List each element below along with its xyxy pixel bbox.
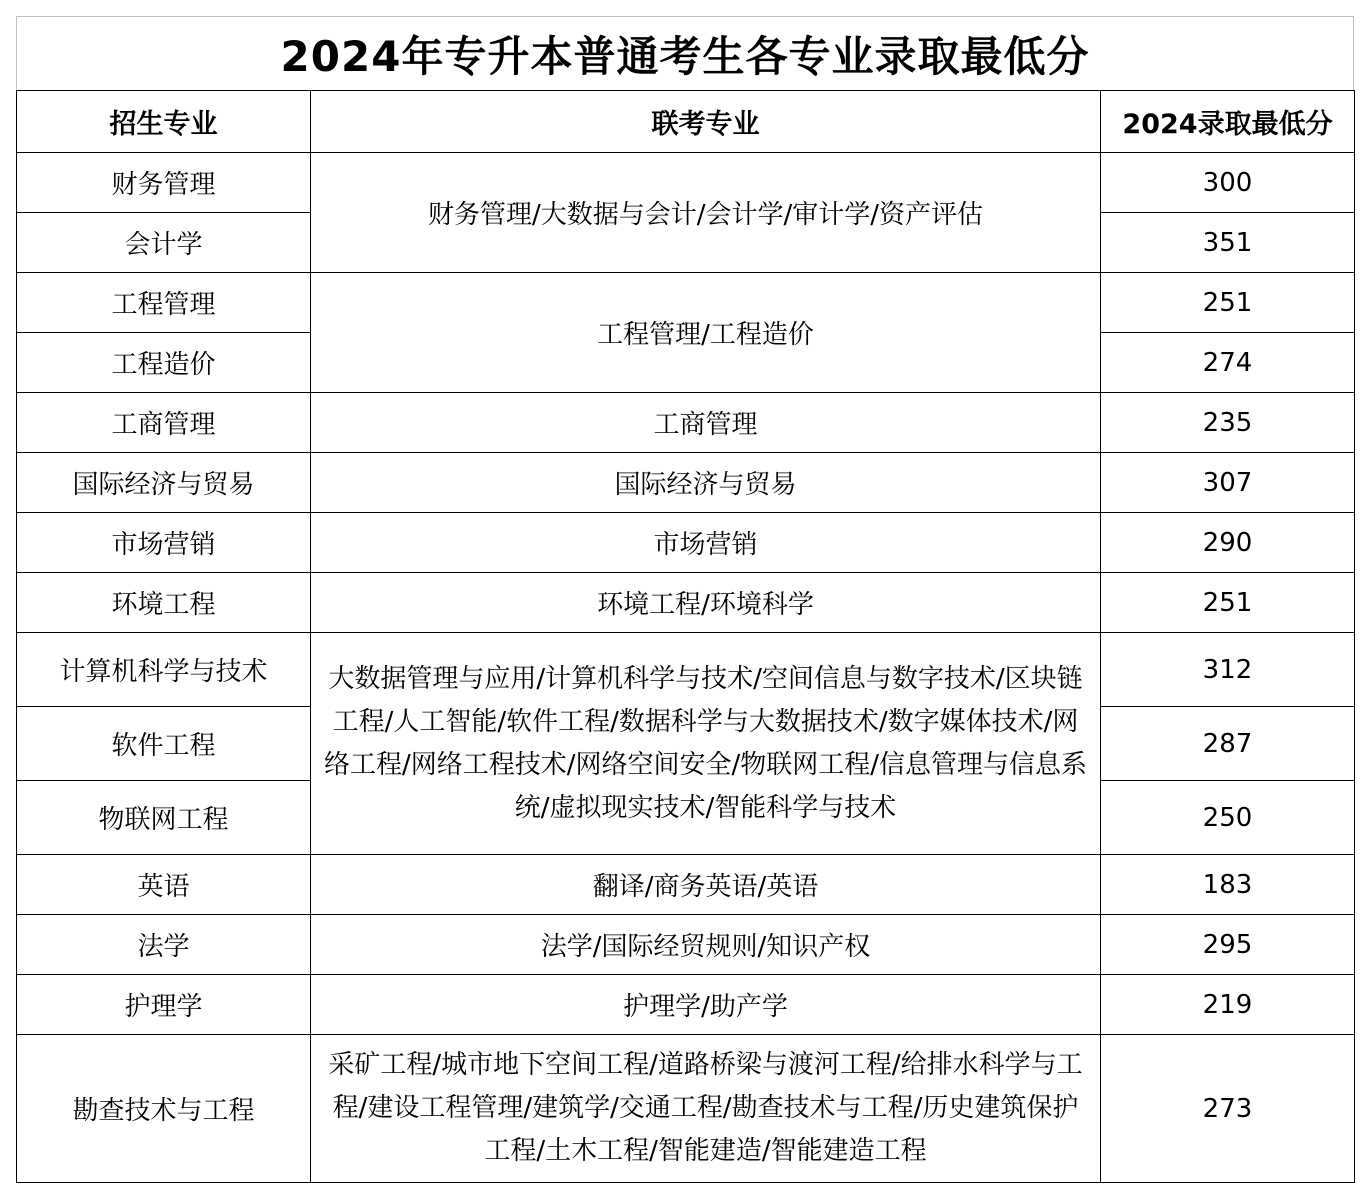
score-cell: 287	[1101, 707, 1355, 781]
table-row	[17, 975, 1355, 1035]
sheet-title: 2024年专升本普通考生各专业录取最低分	[16, 16, 1354, 90]
score-cell: 300	[1101, 153, 1355, 213]
major-cell: 工程造价	[17, 333, 311, 393]
exam-major-cell: 护理学/助产学	[311, 975, 1101, 1035]
exam-major-cell: 采矿工程/城市地下空间工程/道路桥梁与渡河工程/给排水科学与工程/建设工程管理/建筑学/交通工程/勘查技术与工程/历史建筑保护工程/土木工程/智能建造/智能建造工程	[311, 1035, 1101, 1183]
major-cell: 法学	[17, 915, 311, 975]
exam-major-cell: 国际经济与贸易	[311, 453, 1101, 513]
score-cell: 351	[1101, 213, 1355, 273]
exam-major-cell: 翻译/商务英语/英语	[311, 855, 1101, 915]
score-cell: 295	[1101, 915, 1355, 975]
score-cell: 235	[1101, 393, 1355, 453]
major-cell: 护理学	[17, 975, 311, 1035]
table-row	[17, 513, 1355, 573]
exam-major-cell: 市场营销	[311, 513, 1101, 573]
table-row	[17, 273, 1355, 333]
table-row	[17, 633, 1355, 707]
score-cell: 251	[1101, 573, 1355, 633]
major-cell: 软件工程	[17, 707, 311, 781]
header-min-score: 2024录取最低分	[1101, 91, 1355, 153]
major-cell: 英语	[17, 855, 311, 915]
major-cell: 环境工程	[17, 573, 311, 633]
major-cell: 工商管理	[17, 393, 311, 453]
table-row	[17, 855, 1355, 915]
exam-major-cell: 法学/国际经贸规则/知识产权	[311, 915, 1101, 975]
table-row	[17, 573, 1355, 633]
header-row	[17, 91, 1355, 153]
score-cell: 250	[1101, 781, 1355, 855]
score-cell: 183	[1101, 855, 1355, 915]
major-cell: 勘查技术与工程	[17, 1035, 311, 1183]
admission-score-sheet	[16, 16, 1354, 1183]
score-cell: 273	[1101, 1035, 1355, 1183]
exam-major-cell: 工商管理	[311, 393, 1101, 453]
major-cell: 工程管理	[17, 273, 311, 333]
table-row	[17, 1035, 1355, 1183]
score-cell: 290	[1101, 513, 1355, 573]
major-cell: 财务管理	[17, 153, 311, 213]
major-cell: 会计学	[17, 213, 311, 273]
exam-major-cell: 工程管理/工程造价	[311, 273, 1101, 393]
table-row	[17, 453, 1355, 513]
exam-major-cell: 环境工程/环境科学	[311, 573, 1101, 633]
header-exam-major: 联考专业	[311, 91, 1101, 153]
score-cell: 307	[1101, 453, 1355, 513]
score-table	[16, 90, 1355, 1183]
major-cell: 计算机科学与技术	[17, 633, 311, 707]
header-major: 招生专业	[17, 91, 311, 153]
table-row	[17, 153, 1355, 213]
major-cell: 市场营销	[17, 513, 311, 573]
score-cell: 312	[1101, 633, 1355, 707]
exam-major-cell: 大数据管理与应用/计算机科学与技术/空间信息与数字技术/区块链工程/人工智能/软件工程/数据科学与大数据技术/数字媒体技术/网络工程/网络工程技术/网络空间安全/物联网工程/信息管理与信息系统/虚拟现实技术/智能科学与技术	[311, 633, 1101, 855]
score-cell: 251	[1101, 273, 1355, 333]
table-row	[17, 915, 1355, 975]
table-row	[17, 393, 1355, 453]
major-cell: 物联网工程	[17, 781, 311, 855]
major-cell: 国际经济与贸易	[17, 453, 311, 513]
score-cell: 219	[1101, 975, 1355, 1035]
exam-major-cell: 财务管理/大数据与会计/会计学/审计学/资产评估	[311, 153, 1101, 273]
score-cell: 274	[1101, 333, 1355, 393]
